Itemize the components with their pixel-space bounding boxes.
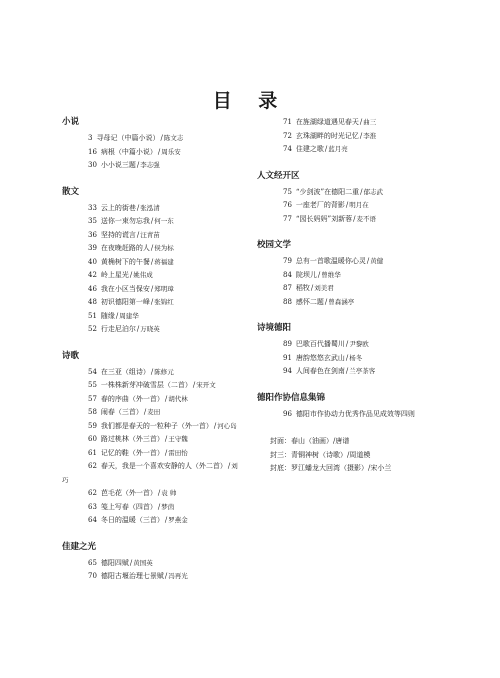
page-number: 88 [283,297,292,306]
toc-entry[interactable] [62,215,240,229]
toc-entry[interactable] [62,159,240,173]
entry-author: 周乐安 [161,147,181,156]
separator: / [157,502,161,511]
entry-title: 芭毛花（外一首） [100,489,157,497]
toc-entry[interactable] [62,420,240,434]
page-number: 54 [88,367,97,376]
entry-author: 尹黎欧 [349,340,369,348]
entry-title: 德阳市作协动力优秀作品见成效等四则 [295,409,415,418]
entry-title: 一株株新芽冲破雪层（二首） [100,381,192,389]
entry-title: 德阳古堰治理七景赋 [100,572,164,580]
toc-entry[interactable] [62,557,240,571]
separator: / [129,271,133,279]
entry-author: 麦田 [147,408,161,416]
section-title: 德阳作协信息集锦 [257,392,326,403]
entry-title: 巴歌百代播蜀川 [295,340,345,348]
entry-author: 刘美君 [314,284,334,292]
page-number: 16 [88,147,97,156]
toc-section [62,116,240,173]
toc-entry[interactable] [257,213,447,227]
entry-author: 河心岛 [217,421,237,430]
toc-entry[interactable] [62,379,240,393]
entry-title: 初识德阳第一峰 [100,298,150,306]
entry-author: 张锦红 [154,298,174,306]
entry-author: 李淮 [363,131,377,140]
entry-title: 寻母记（中篇小说） [96,134,160,142]
entry-author: 陈修元 [154,367,174,376]
page-number: 89 [283,340,292,348]
entry-author: 李志强 [140,161,160,169]
page-number: 42 [88,271,97,279]
entry-title: 我在小区当保安 [100,284,150,293]
separator: / [345,353,349,362]
toc-entry[interactable] [62,393,240,407]
page-number: 77 [283,214,292,223]
page-number: 74 [283,145,292,153]
separator: / [359,131,363,140]
entry-title: 笺上写春（四首） [100,502,157,511]
page-number: 36 [88,230,97,239]
entry-author: 梦茵 [161,502,175,511]
entry-title: 一座老厂的背影 [295,201,345,209]
separator: / [129,558,133,567]
toc-entry[interactable] [62,242,240,256]
page-number: 71 [283,118,292,126]
toc-entry[interactable] [62,229,240,243]
entry-author: 明月在 [349,201,369,209]
separator: / [157,489,161,497]
separator: / [150,244,154,252]
entry-title: 行走尼泊尔 [100,325,136,333]
cover-front: 封面：春山（油画）/唐谱 [270,437,350,445]
separator: / [150,298,154,306]
page-number: 48 [88,298,97,306]
entry-title: 小小说三题 [100,161,136,169]
toc-entry[interactable] [62,323,240,337]
entry-author: 刘巧 [62,462,238,484]
separator: / [164,394,168,403]
separator: / [317,270,321,279]
entry-title: 在旌湖绿道遇见春天 [295,118,359,126]
toc-left-column [62,116,240,584]
page-number: 84 [283,270,292,279]
toc-section [62,541,240,584]
separator: / [324,297,328,306]
toc-entry[interactable] [62,310,240,324]
separator: / [150,257,154,266]
entry-author: 侯为标 [154,244,174,252]
entry-author: 张泓清 [140,203,160,212]
cover-back: 封底：罗江蟠龙大回湾（摄影）/宋小兰 [270,464,392,472]
toc-entry[interactable] [257,296,447,310]
entry-title: 随缘 [100,311,115,320]
entry-author: 宋开文 [196,381,216,389]
section-title: 小说 [62,117,80,127]
entry-title: 玄珠湖畔的时光记忆 [295,131,359,140]
toc-entry[interactable] [257,338,447,352]
toc-entry[interactable] [257,199,447,213]
entry-author: 罗燕金 [168,516,188,524]
toc-section [62,350,240,528]
page-number: 51 [88,311,97,320]
page-number: 72 [283,131,292,140]
section-title: 佳建之光 [62,541,97,552]
entry-title: 住建之歌 [295,145,324,153]
entry-title: “少剑波”在德阳二重 [295,187,360,196]
separator: / [310,284,314,292]
page-number: 96 [283,409,292,418]
page-number: 40 [88,257,97,266]
entry-author: 黄健 [370,257,384,265]
entry-title: 在夜晚赶路的人 [100,244,150,252]
entry-author: 麦不语 [356,214,376,223]
separator: / [150,367,154,376]
toc-right-column [257,116,447,476]
page-number: 33 [88,203,97,212]
separator: / [360,187,363,196]
separator: / [136,230,140,239]
toc-entry[interactable] [62,202,240,216]
toc-entry[interactable] [257,352,447,366]
toc-entry[interactable] [62,283,240,297]
toc-section [257,170,447,227]
page-number: 91 [283,353,292,362]
toc-entry[interactable] [62,501,240,515]
toc-entry[interactable] [257,116,447,130]
section-title: 校园文学 [257,240,292,250]
entry-author: 姚伟成 [133,271,153,279]
section-title: 诗歌 [62,350,80,361]
entry-author: 汪青苗 [140,230,160,239]
toc-entry[interactable] [257,143,447,157]
entry-title: 病根（中篇小说） [100,147,157,156]
section-title: 散文 [62,186,80,197]
toc-entry[interactable] [62,256,240,270]
entry-title: 感怀二题 [295,297,324,306]
separator: / [136,161,140,169]
entry-title: 唐韵悠悠玄武山 [295,353,345,362]
entry-title: 坚持的谎言 [100,230,136,239]
toc-entry[interactable] [62,406,240,420]
page-number: 39 [88,244,97,252]
entry-title: 人间春色在剑南 [295,367,345,375]
entry-title: 记忆的鞋（外一首） [100,448,164,457]
separator: / [160,134,163,142]
separator: / [136,325,140,333]
entry-author: 黄国英 [133,558,153,567]
toc-entry[interactable] [62,460,240,487]
toc-entry[interactable] [257,130,447,144]
separator: / [136,203,140,212]
section-title: 诗境德阳 [257,323,292,333]
page-number: 30 [88,161,97,169]
page-number: 65 [88,558,97,567]
separator: / [345,367,349,375]
toc-entry[interactable] [62,447,240,461]
separator: / [164,516,168,524]
separator: / [150,284,154,293]
page-number: 60 [88,435,97,443]
toc-section [257,239,447,309]
page-number: 87 [283,284,292,292]
entry-title: 闹春（三首） [100,408,143,416]
page-title: 目 录 [212,90,288,112]
separator: / [324,145,328,153]
toc-entry[interactable] [257,282,447,296]
entry-author: 何一东 [154,217,174,225]
toc-entry[interactable] [257,186,447,200]
toc-section [257,116,447,157]
page-number: 59 [88,421,97,430]
entry-author: 曾森涵亭 [328,297,355,306]
separator: / [164,435,168,443]
entry-title: 岭上星光 [100,271,129,279]
separator: / [353,214,356,223]
separator: / [345,201,349,209]
entry-title: 稻牧 [295,284,310,292]
page-number: 79 [283,257,292,265]
entry-title: 春的序曲（外一首） [100,394,164,403]
page-number: 46 [88,284,97,293]
separator: / [213,421,217,430]
toc-entry[interactable] [62,570,240,584]
toc-entry[interactable] [257,365,447,379]
entry-title: 春天，我是一个喜欢安静的人（外二首） [100,462,227,470]
entry-author: 蒋福建 [154,257,174,266]
entry-author: 万晓英 [140,325,160,333]
entry-author: 袁 帅 [161,489,177,497]
page-number: 61 [88,448,97,457]
entry-author: 陈文志 [163,134,184,142]
page-number: 63 [88,502,97,511]
entry-author: 郑明璋 [154,284,174,293]
page-number: 70 [88,572,97,580]
separator: / [227,462,231,470]
separator: / [115,311,119,320]
toc-entry[interactable] [62,132,240,146]
separator: / [359,118,363,126]
toc-entry[interactable] [62,487,240,501]
page-number: 55 [88,381,97,389]
page-number: 62 [88,489,97,497]
entry-author: 雷田怡 [168,448,188,457]
entry-author: 曲三 [363,118,377,126]
entry-title: 送你一束勿忘我 [100,217,150,225]
page-number: 57 [88,394,97,403]
page-number: 94 [283,367,292,375]
entry-author: 蓝月亮 [328,145,348,153]
toc-entry[interactable] [62,296,240,310]
entry-author: 冯再光 [168,572,188,580]
separator: / [164,572,168,580]
page-number: 62 [88,462,97,470]
separator: / [150,217,154,225]
toc-entry[interactable] [257,255,447,269]
entry-title: 在三亚（组诗） [100,367,150,376]
separator: / [164,448,168,457]
toc-entry[interactable] [62,366,240,380]
toc-section [257,322,447,379]
entry-author: 周建华 [119,311,139,320]
entry-author: 杨冬 [349,353,363,362]
page-number: 75 [283,187,292,196]
entry-title: 总有一首歌温暖你心灵 [295,257,366,265]
separator: / [157,147,161,156]
toc-section [257,392,447,422]
toc-entry[interactable] [62,269,240,283]
toc-entry[interactable] [62,433,240,447]
entry-author: 曾维华 [321,270,341,279]
separator: / [366,257,370,265]
cover-back-inner: 封三：青铜神树（诗歌）/周道模 [270,450,371,459]
section-title: 人文经开区 [257,170,300,181]
page-number: 52 [88,325,97,333]
toc-entry[interactable] [62,146,240,160]
entry-author: 郁志武 [363,187,383,196]
entry-title: 云上的街巷 [100,203,136,212]
separator: / [192,381,196,389]
entry-title: 我们都是春天的一粒种子（外一首） [100,421,213,430]
entry-title: 德阳四赋 [100,558,129,567]
entry-title: 冬日的温暖（三首） [100,516,164,524]
entry-title: 黄桷树下的午餐 [100,257,150,266]
entry-author: 王守魏 [168,435,188,443]
entry-title: 院坝儿 [295,270,317,279]
entry-author: 兰亭茶客 [349,367,376,375]
separator: / [143,408,147,416]
toc-entry[interactable] [257,408,447,422]
entry-title: 路过桃林（外三首） [100,435,164,443]
toc-entry[interactable] [62,514,240,528]
page-number: 3 [88,134,93,142]
page-number: 58 [88,408,97,416]
separator: / [345,340,349,348]
page-number: 64 [88,516,97,524]
entry-author: 胡代林 [168,394,188,403]
entry-title: “园长妈妈”刘新蓉 [295,214,353,223]
page-number: 35 [88,217,97,225]
toc-section [62,186,240,337]
page-number: 76 [283,201,292,209]
toc-entry[interactable] [257,269,447,283]
